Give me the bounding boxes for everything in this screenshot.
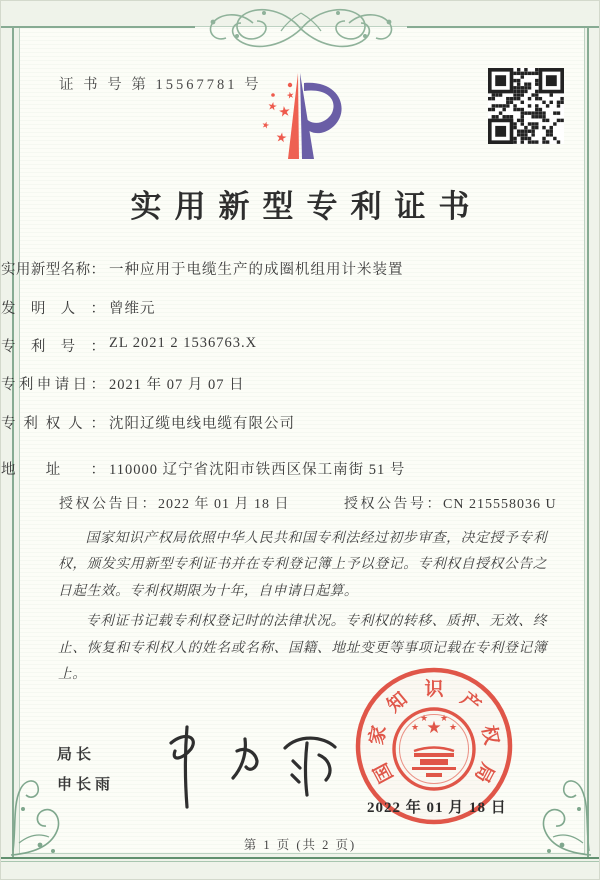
svg-text:国: 国 bbox=[370, 759, 398, 786]
svg-text:★: ★ bbox=[277, 103, 292, 121]
field-label: 专利号： bbox=[1, 339, 105, 355]
svg-text:权: 权 bbox=[477, 723, 502, 747]
legal-paragraph-1: 国家知识产权局依照中华人民共和国专利法经过初步审查，决定授予专利权，颁发实用新型专利证书并在专利登记簿上予以登记。专利权自授权公告之日起生效。专利权期限为十年，自申请日起算。 bbox=[58, 530, 547, 598]
field-patent-number bbox=[1, 335, 501, 356]
svg-text:局: 局 bbox=[470, 759, 498, 786]
grant-date-value: 2022 年 01 月 18 日 bbox=[158, 497, 290, 512]
field-address bbox=[1, 458, 501, 479]
field-label: 专利权人： bbox=[1, 416, 105, 432]
field-value: 2021 年 07 月 07 日 bbox=[109, 377, 245, 393]
right-border-line bbox=[587, 26, 589, 857]
director-title: 局长 bbox=[57, 747, 96, 763]
svg-text:★: ★ bbox=[260, 120, 271, 132]
field-label: 发明人： bbox=[1, 301, 105, 317]
legal-paragraph-2: 专利证书记载专利权登记时的法律状况。专利权的转移、质押、无效、终止、恢复和专利权人的姓名或名称、国籍、地址变更等事项记载在专利登记簿上。 bbox=[58, 613, 547, 682]
bottom-border-band-light bbox=[1, 861, 600, 862]
page-number: 第 1 页 (共 2 页) bbox=[243, 838, 357, 852]
svg-text:★: ★ bbox=[285, 90, 296, 102]
svg-text:★: ★ bbox=[448, 723, 458, 733]
field-label: 实用新型名称： bbox=[1, 262, 105, 278]
field-inventor bbox=[1, 297, 501, 318]
svg-text:★: ★ bbox=[426, 718, 442, 738]
field-value: 一种应用于电缆生产的成圈机组用计米装置 bbox=[109, 262, 404, 278]
field-value: 沈阳辽缆电线电缆有限公司 bbox=[109, 416, 295, 432]
svg-text:★: ★ bbox=[274, 130, 289, 147]
field-label: 地址： bbox=[1, 462, 105, 478]
field-value: 曾维元 bbox=[109, 301, 156, 317]
field-patentee bbox=[1, 412, 501, 433]
grant-date-label: 授权公告日： bbox=[59, 497, 158, 512]
seal-date: 2022 年 01 月 18 日 bbox=[367, 800, 507, 816]
svg-text:★: ★ bbox=[419, 714, 429, 724]
svg-text:★: ★ bbox=[266, 99, 279, 114]
field-value: 110000 辽宁省沈阳市铁西区保工南街 51 号 bbox=[109, 462, 406, 478]
bottom-border-band bbox=[1, 857, 600, 859]
svg-text:家: 家 bbox=[366, 723, 391, 747]
certificate-number: 证 书 号 第 15567781 号 bbox=[59, 77, 262, 93]
certificate-title: 实用新型专利证书 bbox=[130, 189, 483, 224]
svg-text:★: ★ bbox=[410, 723, 420, 733]
director-name: 申长雨 bbox=[57, 777, 115, 793]
field-filing-date bbox=[1, 373, 501, 394]
qr-code bbox=[488, 68, 564, 144]
field-value: ZL 2021 2 1536763.X bbox=[109, 335, 258, 351]
field-label: 专利申请日： bbox=[1, 377, 105, 393]
director-signature-handwriting bbox=[141, 721, 351, 813]
svg-text:识: 识 bbox=[424, 679, 444, 700]
field-utility-model-name bbox=[1, 258, 501, 279]
left-border-line bbox=[12, 26, 14, 857]
cnipa-logo-icon bbox=[249, 61, 357, 169]
grant-number-label: 授权公告号： bbox=[344, 497, 443, 512]
grant-number-value: CN 215558036 U bbox=[443, 497, 557, 512]
svg-text:★: ★ bbox=[439, 714, 449, 724]
grant-announcement-row bbox=[59, 493, 559, 513]
svg-text:知: 知 bbox=[383, 688, 412, 717]
svg-text:产: 产 bbox=[456, 688, 485, 717]
